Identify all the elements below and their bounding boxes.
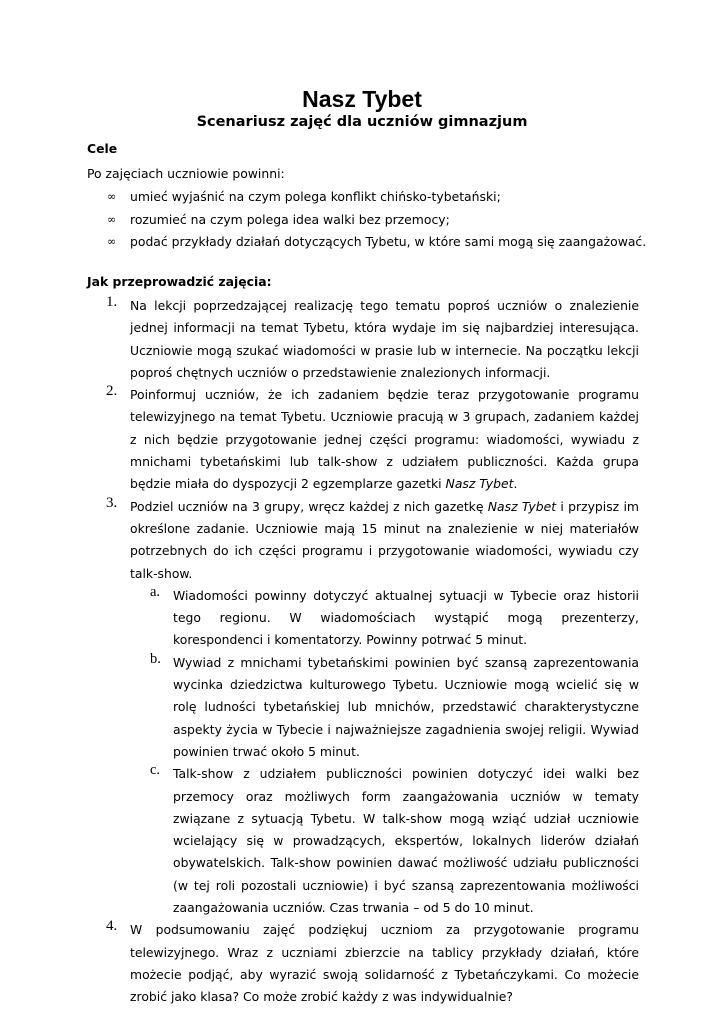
list-item — [87, 186, 647, 209]
step-number: 3. — [106, 494, 118, 511]
step-item — [87, 496, 639, 920]
goal-text: umieć wyjaśnić na czym polega konflikt chińsko-tybetański; — [130, 189, 501, 204]
newsletter-title: Nasz Tybet — [487, 498, 557, 514]
step-number: 1. — [106, 294, 118, 310]
infinity-bullet-icon: ∞ — [107, 190, 117, 203]
step-text — [130, 384, 639, 495]
newsletter-title: Nasz Tybet — [445, 476, 514, 492]
document-title: Nasz Tybet — [302, 86, 422, 112]
step-text-part: i przypisz im określone zadanie. Uczniowie mają 15 minut na znalezienie w niej materiałów potrzebnych do ich części programu i przygotowanie wiadomości, wywiadu czy talk-show. — [130, 498, 639, 581]
step-text: Na lekcji poprzedzającej realizację tego tematu poproś uczniów o znalezienie jednej informacji na temat Tybetu, która wydaje im się najbardziej interesująca. Uczniowie mogą szukać wiadomości w prasie lub w internecie. Na początku lekcji poproś chętnych uczniów o przedstawienie znalezionych informacji. — [130, 298, 639, 380]
sub-step-text: Wiadomości powinny dotyczyć aktualnej sytuacji w Tybecie oraz historii tego regionu. W wiadomościach wystąpić mogą prezenterzy, korespondenci i komentatorzy. Powinny potrwać 5 minut. — [173, 587, 639, 648]
step-text-part: Podziel uczniów na 3 grupy, wręcz każdej z nich gazetkę — [130, 498, 488, 514]
step-text — [130, 496, 639, 585]
sub-step-letter: a. — [150, 583, 161, 600]
document-subtitle: Scenariusz zajęć dla uczniów gimnazjum — [196, 114, 528, 130]
step-number: 2. — [106, 383, 118, 400]
sub-step-letter: c. — [150, 762, 161, 779]
step-number: 4. — [106, 918, 118, 935]
sub-step-text: Talk-show z udziałem publiczności powinien dotyczyć idei walki bez przemocy oraz możliwych form zaangażowania uczniów w tematy związane z sytuacją Tybetu. W talk-show mogą wziąć udział uczniowie wcielający się w prowadzących, ekspertów, lokalnych liderów działań obywatelskich. Talk-show powinien dawać możliwość udziału publiczności (w tej roli pozostali uczniowie) i być szansą zaprezentowania możliwości zaangażowania uczniów. Czas trwania – od 5 do 10 minut. — [173, 766, 639, 916]
step-text-part: Poinformuj uczniów, że ich zadaniem będzie teraz przygotowanie programu telewizyjnego na temat Tybetu. Uczniowie pracują w 3 grupach, zadaniem każdej z nich będzie przygotowanie jednej części programu: wiadomości, wywiadu z mnichami tybetańskimi lub talk-show z udziałem publiczności. Każda grupa będzie miała do dyspozycji 2 egzemplarze gazetki — [130, 387, 639, 492]
step-text: W podsumowaniu zajęć podziękuj uczniom za przygotowanie programu telewizyjnego. Wraz z uczniami zbierzcie na tablicy przykłady działań, które możecie podjąć, aby wyrazić swoją solidarność z Tybetańczykami. Co możecie zrobić jako klasa? Co może zrobić każdy z was indywidualnie? — [130, 922, 639, 1005]
goals-intro: Po zajęciach uczniowie powinni: — [87, 166, 285, 181]
list-item — [87, 231, 647, 254]
goal-text: rozumieć na czym polega idea walki bez przemocy; — [130, 211, 450, 227]
procedure-steps — [87, 295, 639, 1009]
list-item — [87, 209, 647, 232]
sub-step-letter: b. — [150, 650, 161, 667]
sub-step-item — [130, 585, 639, 652]
step-item — [87, 295, 639, 384]
sub-steps — [130, 585, 639, 919]
infinity-bullet-icon: ∞ — [107, 212, 117, 226]
sub-step-item — [130, 652, 639, 763]
goals-heading: Cele — [87, 141, 118, 156]
sub-step-text: Wywiad z mnichami tybetańskimi powinien być szansą zaprezentowania wycinka dziedzictwa kulturowego Tybetu. Uczniowie mogą wcielić się w rolę ludności tybetańskiej lub mnichów, przedstawić charakterystyczne aspekty życia w Tybecie i najważniejsze zagadnienia swojej religii. Wywiad powinien trwać około 5 minut. — [173, 654, 639, 759]
step-text-part: . — [513, 476, 518, 492]
sub-step-item — [130, 763, 639, 919]
infinity-bullet-icon: ∞ — [107, 235, 117, 248]
step-item — [87, 919, 639, 1008]
goals-list — [87, 186, 647, 254]
step-item — [87, 384, 639, 495]
goal-text: podać przykłady działań dotyczących Tybetu, w które sami mogą się zaangażować. — [130, 234, 647, 249]
procedure-heading: Jak przeprowadzić zajęcia: — [87, 274, 272, 289]
